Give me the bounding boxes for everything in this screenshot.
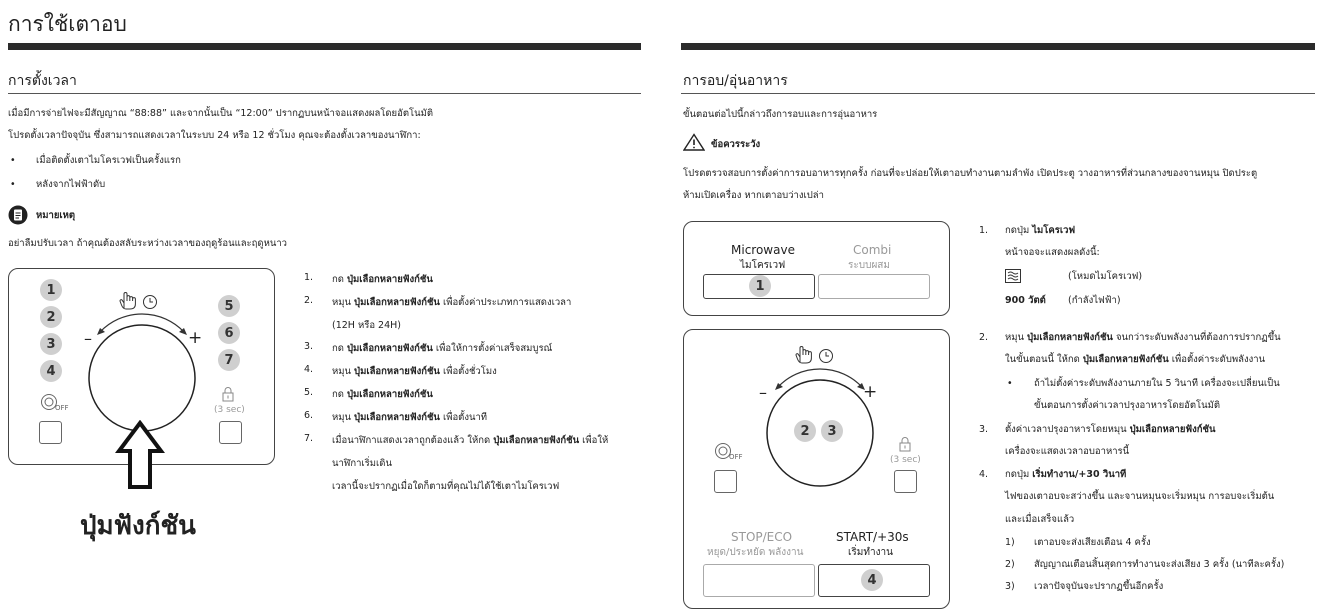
dial-minus: – [84, 329, 92, 348]
step-num: 5. [304, 387, 314, 398]
mode-panel [683, 221, 950, 316]
left-thick-rule [8, 43, 641, 50]
arrow-up-icon [115, 420, 165, 490]
step-text: นาฬิกาเริ่มเดิน [332, 458, 392, 469]
note-icon [8, 205, 28, 225]
off-label: OFF [55, 404, 69, 412]
right-section-title: การอบ/อุ่นอาหาร [683, 73, 788, 89]
step-text: เพื่อตั้งชั่วโมง [439, 366, 497, 377]
step-text: เพื่อตั้งนาที [439, 412, 488, 423]
step-badge: 3 [40, 333, 62, 355]
sub-text: เตาอบจะส่งเสียงเตือน 4 ครั้ง [1034, 537, 1151, 548]
step-bold: ปุ่มเลือกหลายฟังก์ชัน [1082, 354, 1169, 365]
multi-function-dial[interactable] [99, 333, 184, 418]
sub-num: 3) [1005, 581, 1015, 592]
caution-title: ข้อควรระวัง [711, 139, 761, 150]
left-thin-rule [8, 93, 641, 94]
step-text: เพื่อตั้งค่าประเภทการแสดงเวลา [439, 297, 572, 308]
step-badge: 7 [218, 349, 240, 371]
left-steps [304, 272, 644, 492]
step-text: กด [332, 343, 347, 354]
step-text: เมื่อนาฬิกาแสดงเวลาถูกต้องแล้ว ให้กด [332, 435, 494, 446]
stop-eco-button[interactable] [703, 564, 815, 597]
step-text [1005, 331, 1281, 345]
step-num: 4. [304, 364, 314, 375]
start-label-th: เริ่มทำงาน [848, 547, 893, 558]
note-title: หมายเหตุ [36, 210, 76, 221]
dial-caption: ปุ่มฟังก์ชัน [80, 511, 196, 541]
off-label: OFF [729, 453, 743, 461]
step-text [1005, 468, 1126, 482]
step-text: ตั้งค่าเวลาปรุงอาหารโดยหมุน [1005, 424, 1130, 435]
step-badge: 3 [821, 420, 843, 442]
caution-text-2: ห้ามเปิดเครื่อง หากเตาอบว่างเปล่า [683, 190, 824, 201]
step-bullet-1: ถ้าไม่ตั้งค่าระดับพลังงานภายใน 5 วินาที เครื่องจะเปลี่ยนเป็น [1034, 378, 1280, 389]
right-thick-rule [681, 43, 1315, 50]
step-text [1005, 353, 1265, 367]
step-text: ในขั้นตอนนี้ ให้กด [1005, 354, 1083, 365]
bullet-dot: • [10, 179, 16, 190]
lock-label: (3 sec) [214, 405, 245, 415]
step-bold: ปุ่มเลือกหลายฟังก์ชัน [1129, 424, 1216, 435]
watt-desc: (กำลังไฟฟ้า) [1068, 295, 1121, 306]
step-badge: 6 [218, 322, 240, 344]
step-bold: ปุ่มเลือกหลายฟังก์ชัน [346, 343, 433, 354]
step-bold: ปุ่มเลือกหลายฟังก์ชัน [346, 274, 433, 285]
left-bullet-1: เมื่อติดตั้งเตาไมโครเวฟเป็นครั้งแรก [36, 155, 181, 166]
step-text: หมุน [332, 412, 355, 423]
step-text: เพื่อให้ [579, 435, 609, 446]
step-num: 1. [304, 272, 314, 283]
page-title: การใช้เตาอบ [8, 12, 127, 36]
off-button[interactable] [39, 421, 62, 444]
step-bold: ปุ่มเลือกหลายฟังก์ชัน [346, 389, 433, 400]
mode-desc: (โหมดไมโครเวฟ) [1068, 271, 1143, 282]
lock-label: (3 sec) [890, 455, 921, 465]
step-num: 1. [979, 225, 989, 236]
warning-icon [683, 133, 705, 151]
step-bold: ปุ่มเลือกหลายฟังก์ชัน [493, 435, 580, 446]
microwave-mode-icon [1005, 268, 1021, 282]
step-bold: ไมโครเวฟ [1032, 225, 1076, 236]
stop-label-th: หยุด/ประหยัด พลังงาน [707, 547, 804, 558]
step-badge: 1 [40, 279, 62, 301]
sub-num: 2) [1005, 559, 1015, 570]
step-text: หมุน [332, 297, 355, 308]
lock-icon [898, 436, 912, 452]
step-text: หมุน [332, 366, 355, 377]
lock-button[interactable] [219, 421, 242, 444]
combi-label-th: ระบบผสม [848, 260, 890, 271]
sub-text: เวลาปัจจุบันจะปรากฏขึ้นอีกครั้ง [1034, 581, 1164, 592]
press-turn-icon [118, 288, 160, 312]
step-badge: 1 [749, 275, 771, 297]
microwave-label-th: ไมโครเวฟ [740, 260, 786, 271]
step-text [1005, 423, 1216, 437]
sub-text: สัญญาณเตือนสิ้นสุดการทำงานจะส่งเสียง 3 ครั้ง (นาทีละครั้ง) [1034, 559, 1285, 570]
multi-function-dial[interactable] [777, 388, 862, 473]
step-badge: 4 [40, 360, 62, 382]
watt-value: 900 วัตต์ [1005, 295, 1046, 306]
step-bold: ปุ่มเลือกหลายฟังก์ชัน [354, 297, 440, 308]
microwave-label-en: Microwave [731, 243, 795, 257]
step-text: กดปุ่ม [1005, 225, 1033, 236]
step-num: 2. [304, 295, 314, 306]
combi-button[interactable] [818, 274, 930, 299]
step-text: กด [332, 389, 347, 400]
step-bold: ปุ่มเลือกหลายฟังก์ชัน [1027, 332, 1113, 343]
step-badge: 5 [218, 295, 240, 317]
step-bullet-2: ขั้นตอนการตั้งค่าเวลาปรุงอาหารโดยอัตโนมัติ [1034, 400, 1221, 411]
step-text [1005, 224, 1075, 238]
left-section-title: การตั้งเวลา [8, 73, 77, 89]
sub-num: 1) [1005, 537, 1015, 548]
start-label-en: START/+30s [836, 530, 909, 544]
off-button[interactable] [714, 470, 737, 493]
stop-label-en: STOP/ECO [731, 530, 793, 544]
right-thin-rule [681, 93, 1315, 94]
step-text: หมุน [1005, 332, 1028, 343]
press-turn-icon [794, 342, 836, 366]
lock-button[interactable] [894, 470, 917, 493]
left-intro-2: โปรดตั้งเวลาปัจจุบัน ซึ่งสามารถแสดงเวลาในระบบ 24 หรือ 12 ชั่วโมง คุณจะต้องตั้งเวลาของนาฬิกา: [8, 130, 421, 141]
dial-plus: + [188, 328, 203, 348]
step-bold: ปุ่มเลือกหลายฟังก์ชัน [354, 412, 440, 423]
left-intro-1: เมื่อมีการจ่ายไฟจะมีสัญญาณ “88:88” และจากนั้นเป็น “12:00” ปรากฏบนหน้าจอแสดงผลโดยอัตโนมัติ [8, 108, 434, 119]
step-bold: ปุ่มเลือกหลายฟังก์ชัน [354, 366, 440, 377]
step-sub: เครื่องจะแสดงเวลาอบอาหารนี้ [1005, 446, 1130, 457]
step-num: 3. [304, 341, 314, 352]
step-badge: 2 [794, 420, 816, 442]
caution-text-1: โปรดตรวจสอบการตั้งค่าการอบอาหารทุกครั้ง ก่อนที่จะปล่อยให้เตาอบทำงานตามลำพัง เปิดประตู วางอาหารที่ส่วนกลางของจานหมุน ปิดประตู [683, 168, 1258, 179]
combi-label-en: Combi [853, 243, 892, 257]
step-sub: ไฟของเตาอบจะสว่างขึ้น และจานหมุนจะเริ่มหมุน การอบจะเริ่มต้น [1005, 491, 1275, 502]
left-bullet-2: หลังจากไฟฟ้าดับ [36, 179, 106, 190]
step-text: กด [332, 274, 347, 285]
lock-icon [221, 386, 235, 402]
bullet-dot: • [10, 155, 16, 166]
step-badge: 4 [861, 569, 883, 591]
step-num: 2. [979, 332, 989, 343]
note-text: อย่าลืมปรับเวลา ถ้าคุณต้องสลับระหว่างเวลาของฤดูร้อนและฤดูหนาว [8, 238, 287, 249]
bullet-dot: • [1007, 378, 1013, 389]
step-badge: 2 [40, 306, 62, 328]
right-intro: ขั้นตอนต่อไปนี้กล่าวถึงการอบและการอุ่นอาหาร [683, 109, 878, 120]
step-text: จนกว่าระดับพลังงานที่ต้องการปรากฏขึ้น [1112, 332, 1281, 343]
step-bold: เริ่มทำงาน/+30 วินาที [1032, 469, 1127, 480]
step-text: เพื่อให้การตั้งค่าเสร็จสมบูรณ์ [432, 343, 553, 354]
step-num: 3. [979, 424, 989, 435]
dial-minus: – [759, 383, 767, 402]
dial-plus: + [863, 382, 878, 402]
step-num: 4. [979, 469, 989, 480]
step-text: เวลานี้จะปรากฏเมื่อใดก็ตามที่คุณไม่ได้ใช้เตาไมโครเวฟ [332, 481, 560, 492]
step-text: (12H หรือ 24H) [332, 320, 401, 331]
step-sub: และเมื่อเสร็จแล้ว [1005, 514, 1075, 525]
step-num: 6. [304, 410, 314, 421]
step-text: กดปุ่ม [1005, 469, 1033, 480]
step-sub: หน้าจอจะแสดงผลดังนี้: [1005, 247, 1100, 258]
step-text: เพื่อตั้งค่าระดับพลังงาน [1168, 354, 1266, 365]
step-num: 7. [304, 433, 314, 444]
